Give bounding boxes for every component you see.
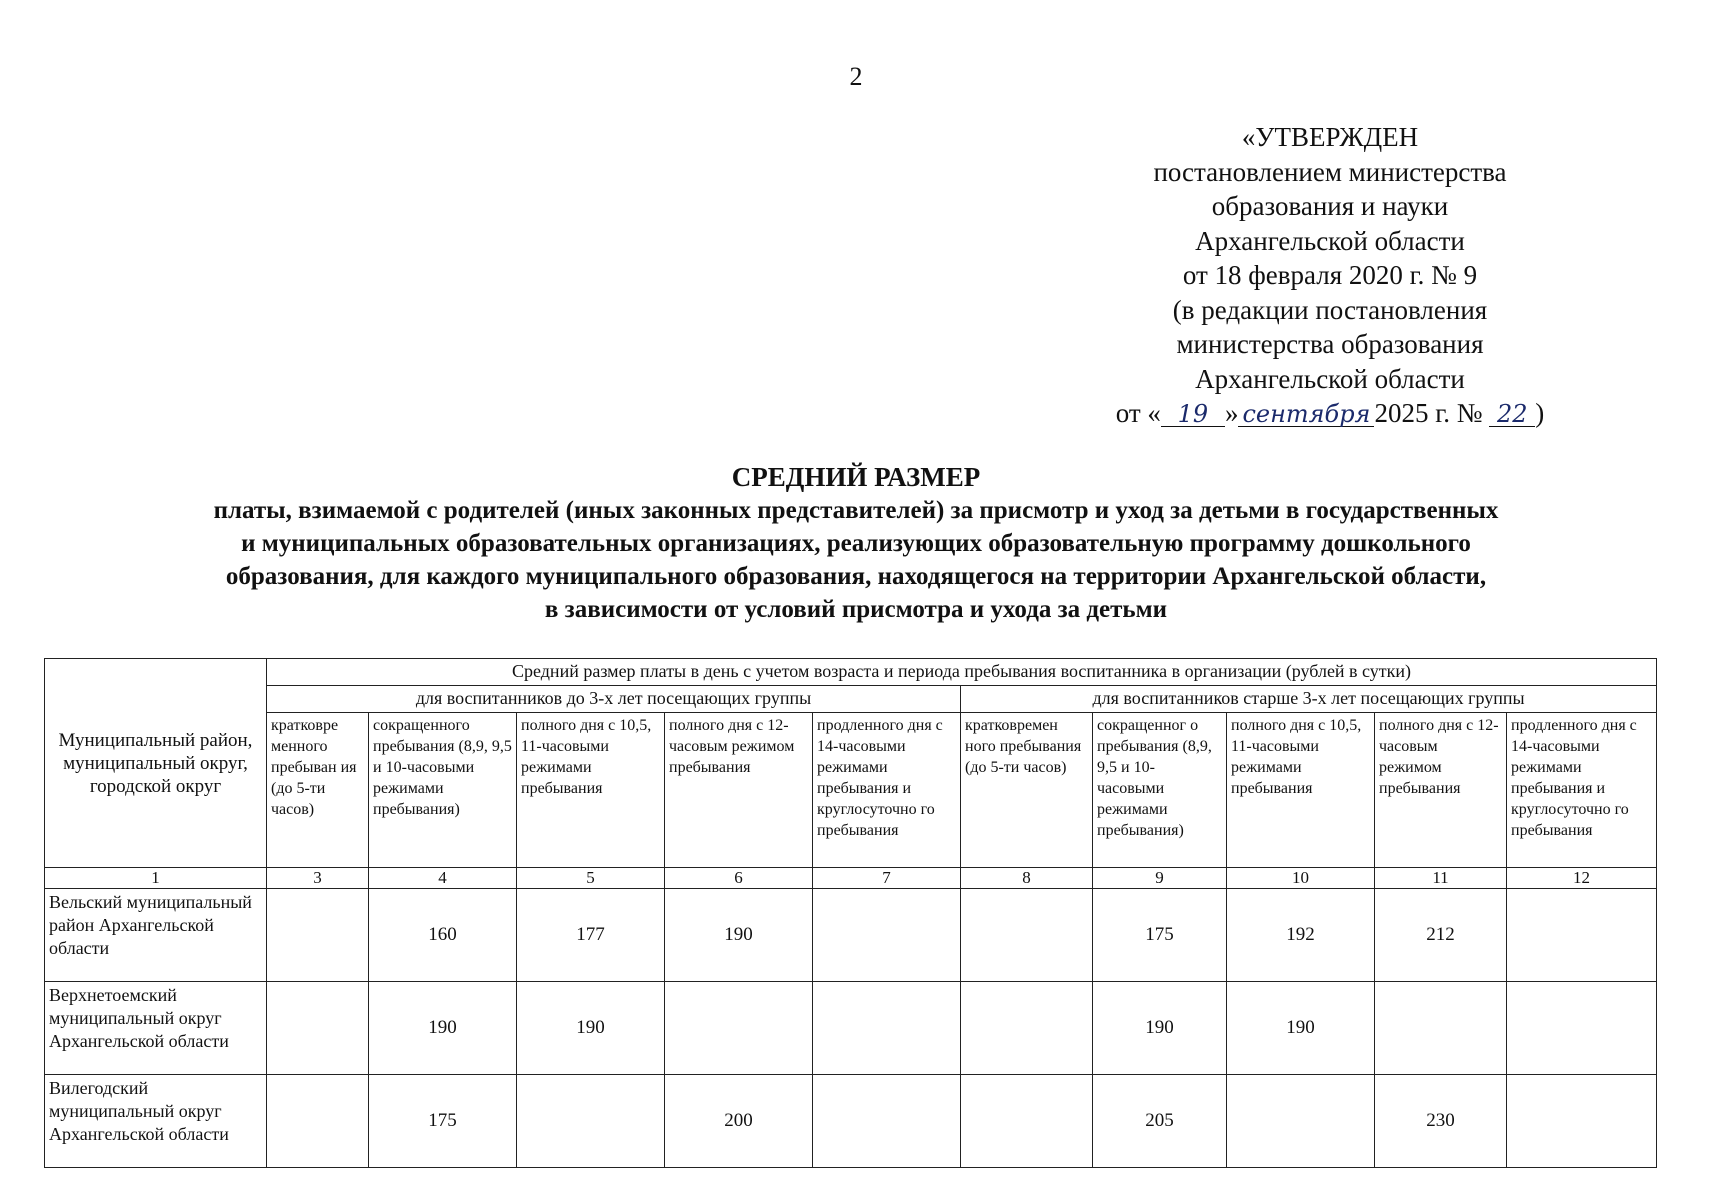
subtitle-line: и муниципальных образовательных организациях, реализующих образовательную программу дошкольного <box>241 530 1471 557</box>
subtitle-line: платы, взимаемой с родителей (иных законных представителей) за присмотр и уход за детьми в государственных <box>213 497 1499 524</box>
column-number: 4 <box>369 868 517 889</box>
column-number-row <box>45 868 1657 889</box>
column-number: 3 <box>267 868 369 889</box>
column-number: 11 <box>1375 868 1507 889</box>
fee-cell <box>267 889 369 982</box>
fee-cell: 160 <box>369 889 517 982</box>
fee-cell: 190 <box>517 982 665 1075</box>
table-row <box>45 982 1657 1075</box>
approval-line: Архангельской области <box>1195 363 1465 394</box>
approval-line: министерства образования <box>1176 329 1484 359</box>
approval-line: (в редакции постановления <box>1172 294 1488 325</box>
fee-cell <box>267 1075 369 1168</box>
column-number: 7 <box>813 868 961 889</box>
fee-cell <box>1507 1075 1657 1168</box>
column-number: 8 <box>961 868 1093 889</box>
fee-cell <box>1227 1075 1375 1168</box>
table-row <box>45 1075 1657 1168</box>
date-prefix: от « <box>1115 398 1161 428</box>
fee-cell: 230 <box>1375 1075 1507 1168</box>
handwritten-day: 19 <box>1161 402 1225 427</box>
header-col-12: продленного дня с 14-часовыми режимами пребывания и круглосуточно го пребывания <box>1507 713 1657 868</box>
approval-line: постановлением министерства <box>1153 156 1507 187</box>
column-number: 5 <box>517 868 665 889</box>
document-subtitle <box>80 494 1632 626</box>
approval-line: образования и науки <box>1211 191 1449 221</box>
handwritten-number: 22 <box>1489 402 1535 427</box>
municipality-name: Верхнетоемский муниципальный округ Архангельской области <box>45 982 267 1075</box>
column-number: 1 <box>45 868 267 889</box>
subtitle-line: образования, для каждого муниципального образования, находящегося на территории Архангельской области, <box>225 563 1487 590</box>
header-col-3: кратковре менного пребыван ия (до 5-ти часов) <box>267 713 369 868</box>
date-year: 2025 г. № <box>1374 398 1483 428</box>
approval-line: от 18 февраля 2020 г. № 9 <box>1182 260 1478 290</box>
fee-cell: 212 <box>1375 889 1507 982</box>
fee-cell <box>665 982 813 1075</box>
fee-cell <box>267 982 369 1075</box>
fee-cell <box>813 1075 961 1168</box>
fee-cell: 200 <box>665 1075 813 1168</box>
fee-cell <box>1507 889 1657 982</box>
table-row <box>45 889 1657 982</box>
fee-cell <box>961 982 1093 1075</box>
fee-cell <box>1375 982 1507 1075</box>
approval-line: «УТВЕРЖДЕН <box>1241 122 1419 152</box>
approval-stamp-block <box>1080 120 1580 431</box>
fee-cell: 175 <box>369 1075 517 1168</box>
header-municipality: Муниципальный район, муниципальный округ, городской округ <box>45 659 267 868</box>
date-mid: » <box>1224 398 1239 428</box>
header-col-5: полного дня с 10,5, 11-часовыми режимами пребывания <box>517 713 665 868</box>
column-number: 12 <box>1507 868 1657 889</box>
fee-cell <box>961 889 1093 982</box>
header-col-6: полного дня с 12-часовым режимом пребывания <box>665 713 813 868</box>
header-col-9: сокращенног о пребывания (8,9, 9,5 и 10-часовыми режимами пребывания) <box>1093 713 1227 868</box>
fee-cell <box>517 1075 665 1168</box>
approval-date-line <box>1080 396 1580 431</box>
date-suffix: ) <box>1535 398 1545 428</box>
fee-cell: 175 <box>1093 889 1227 982</box>
fee-cell: 190 <box>1227 982 1375 1075</box>
fee-cell <box>961 1075 1093 1168</box>
municipality-name: Вилегодский муниципальный округ Архангельской области <box>45 1075 267 1168</box>
header-col-11: полного дня с 12-часовым режимом пребывания <box>1375 713 1507 868</box>
fee-cell <box>813 982 961 1075</box>
column-number: 10 <box>1227 868 1375 889</box>
document-title: СРЕДНИЙ РАЗМЕР <box>731 462 981 492</box>
header-group-over-3: для воспитанников старше 3-х лет посещающих группы <box>961 686 1657 713</box>
header-col-10: полного дня с 10,5, 11-часовыми режимами пребывания <box>1227 713 1375 868</box>
header-average-fee: Средний размер платы в день с учетом возраста и периода пребывания воспитанника в организации (рублей в сутки) <box>267 659 1657 686</box>
header-col-8: кратковремен ного пребывания (до 5-ти часов) <box>961 713 1093 868</box>
fee-cell: 205 <box>1093 1075 1227 1168</box>
fee-cell: 190 <box>1093 982 1227 1075</box>
approval-line: Архангельской области <box>1195 225 1465 256</box>
fee-table <box>44 658 1657 1168</box>
header-col-7: продленного дня с 14-часовыми режимами пребывания и круглосуточно го пребывания <box>813 713 961 868</box>
fee-cell: 190 <box>369 982 517 1075</box>
fee-cell: 177 <box>517 889 665 982</box>
subtitle-line: в зависимости от условий присмотра и ухода за детьми <box>544 596 1168 623</box>
fee-cell: 190 <box>665 889 813 982</box>
header-group-under-3: для воспитанников до 3-х лет посещающих группы <box>267 686 961 713</box>
header-col-4: сокращенного пребывания (8,9, 9,5 и 10-часовыми режимами пребывания) <box>369 713 517 868</box>
fee-cell: 192 <box>1227 889 1375 982</box>
column-number: 6 <box>665 868 813 889</box>
handwritten-month: сентября <box>1238 402 1374 427</box>
fee-cell <box>813 889 961 982</box>
column-number: 9 <box>1093 868 1227 889</box>
municipality-name: Вельский муниципальный район Архангельской области <box>45 889 267 982</box>
fee-cell <box>1507 982 1657 1075</box>
page-number: 2 <box>849 62 863 91</box>
